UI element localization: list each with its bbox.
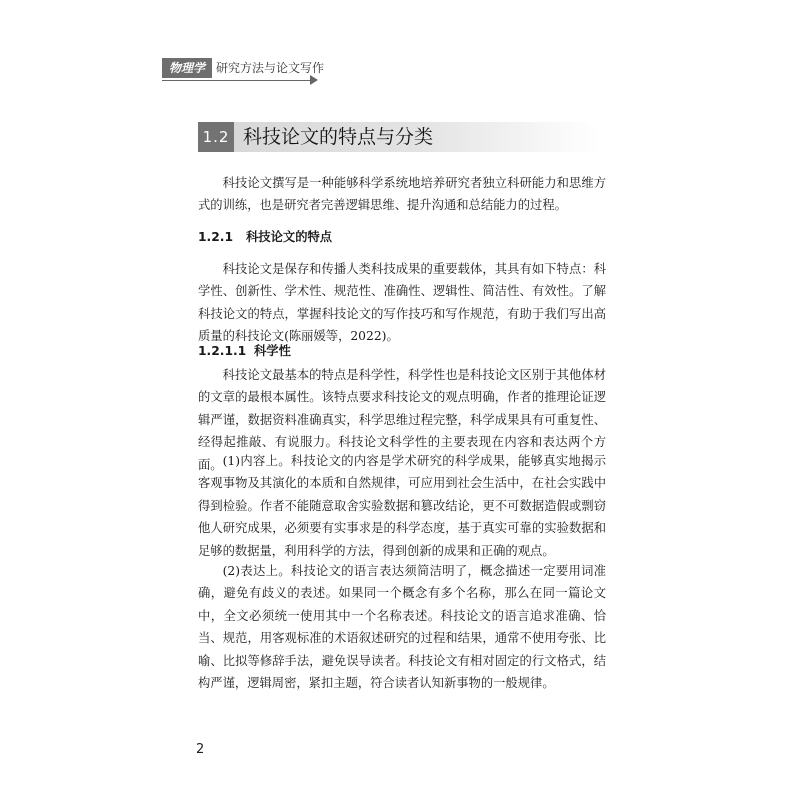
subsection-heading — [198, 226, 606, 248]
paragraph-content: (1)内容上。科技论文的内容是学术研究的科学成果，能够真实地揭示客观事物及其演化的本质和自然规律，可应用到社会生活中，在社会实践中得到检验。作者不能随意取舍实验数据和篡改结论，更不可数据造假或剽窃他人研究成果，必须要有实事求是的科学态度，基于真实可靠的实验数据和足够的数据量，利用科学的方法，得到创新的成果和正确的观点。 — [198, 454, 606, 558]
subsection-number: 1.2.1 — [198, 230, 234, 244]
header-book-title: 研究方法与论文写作 — [216, 61, 325, 75]
header-rule — [162, 80, 312, 81]
subsubsection-number: 1.2.1.1 — [198, 344, 247, 358]
section-number: 1.2 — [198, 122, 234, 152]
subsubsection-heading — [198, 340, 606, 362]
section-title: 科技论文的特点与分类 — [243, 126, 434, 148]
arrow-right-icon — [310, 75, 318, 85]
subsection-paragraph: 科技论文是保存和传播人类科技成果的重要载体，其具有如下特点：科学性、创新性、学术性、规范性、准确性、逻辑性、简洁性、有效性。了解科技论文的特点，掌握科技论文的写作技巧和写作规范，有助于我们写出高质量的科技论文(陈丽媛等，2022)。 — [198, 262, 606, 344]
subsection-title: 科技论文的特点 — [246, 230, 333, 244]
page-number: 2 — [196, 742, 205, 757]
intro-paragraph: 科技论文撰写是一种能够科学系统地培养研究者独立科研能力和思维方式的训练，也是研究者完善逻辑思维、提升沟通和总结能力的过程。 — [198, 176, 606, 213]
paragraph-scientific: 科技论文最基本的特点是科学性，科学性也是科技论文区别于其他体材的文章的最根本属性。该特点要求科技论文的观点明确，作者的推理论证逻辑严谨，数据资料准确真实，科学思维过程完整，科学成果具有可重复性、经得起推敲、有说服力。科技论文科学性的主要表现在内容和表达两个方面。 — [198, 368, 606, 472]
subsubsection-title: 科学性 — [254, 344, 291, 358]
paragraph-expression: (2)表达上。科技论文的语言表达须简洁明了，概念描述一定要用词准确，避免有歧义的表述。如果同一个概念有多个名称，那么在同一篇论文中，全文必须统一使用其中一个名称表述。科技论文的语言追求准确、恰当、规范，用客观标准的术语叙述研究的过程和结果，通常不使用夸张、比喻、比拟等修辞手法，避免误导读者。科技论文有相对固定的行文格式，结构严谨，逻辑周密，紧扣主题，符合读者认知新事物的一般规律。 — [198, 564, 606, 691]
header-subject-tag: 物理学 — [162, 58, 212, 78]
section-banner — [198, 122, 600, 152]
running-header — [162, 58, 332, 88]
